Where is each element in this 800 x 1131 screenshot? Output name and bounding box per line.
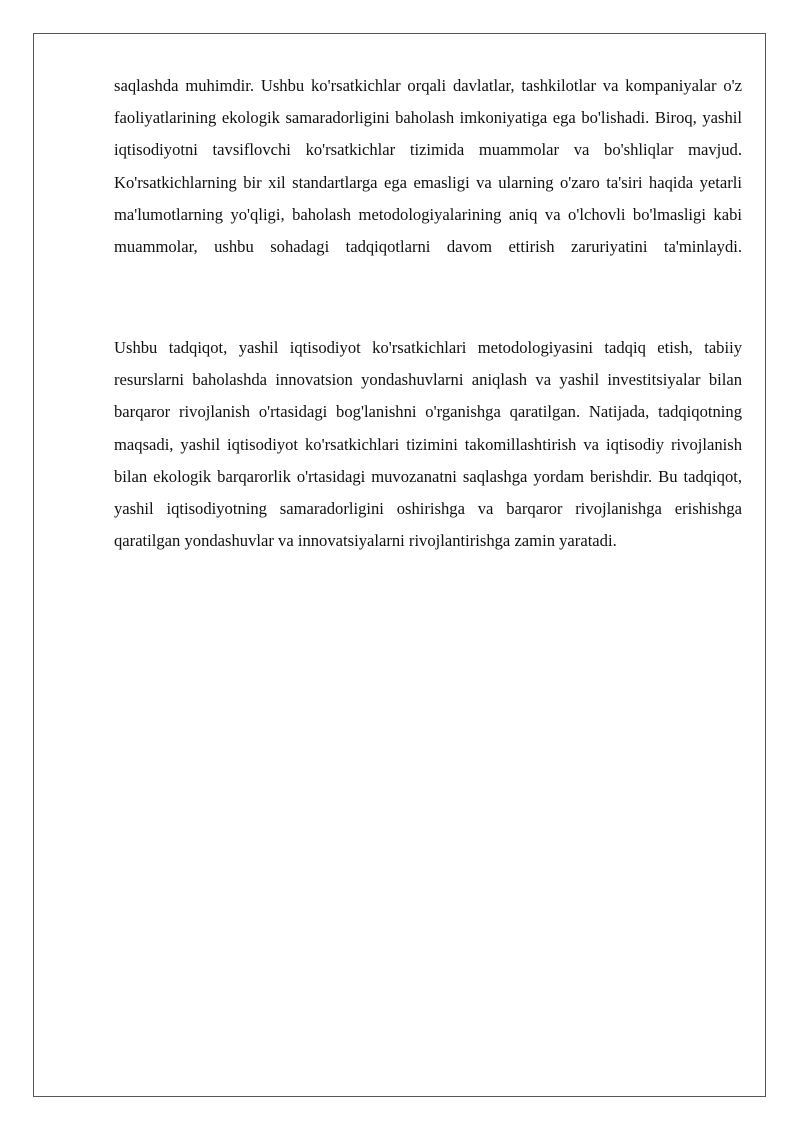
paragraph-text: Ushbu tadqiqot, yashil iqtisodiyot ko'rsatkichlari metodologiyasini tadqiq etish, tabiiy resurslarni baholashda innovatsion yondashuvlarni aniqlash va yashil investitsiyalar bilan barqaror rivojlanish o'rtasidagi bog'lanishni o'rganishga qaratilgan. Natijada, tadqiqotning maqsadi, yashil iqtisodiyot ko'rsatkichlari tizimini takomillashtirish va iqtisodiy rivojlanish bilan ekologik barqarorlik o'rtasidagi muvozanatni saqlashga yordam berishdir. Bu tadqiqot, yashil iqtisodiyotning samaradorligini oshirishga va barqaror rivojlanishga erishishga qaratilgan yondashuvlar va innovatsiyalarni rivojlantirishga zamin yaratadi.: [114, 338, 742, 551]
body-paragraph-1: [114, 70, 742, 263]
paragraph-text: saqlashda muhimdir. Ushbu ko'rsatkichlar orqali davlatlar, tashkilotlar va kompaniyalar o'z faoliyatlarining ekologik samaradorligini baholash imkoniyatiga ega bo'lishadi. Biroq, yashil iqtisodiyotni tavsiflovchi ko'rsatkichlar tizimida muammolar va bo'shliqlar mavjud. Ko'rsatkichlarning bir xil standartlarga ega emasligi va ularning o'zaro ta'siri haqida yetarli ma'lumotlarning yo'qligi, baholash metodologiyalarining aniq va o'lchovli bo'lmasligi kabi muammolar, ushbu sohadagi tadqiqotlarni davom ettirish zaruriyatini ta'minlaydi.: [114, 76, 742, 257]
body-paragraph-2: [114, 332, 742, 557]
